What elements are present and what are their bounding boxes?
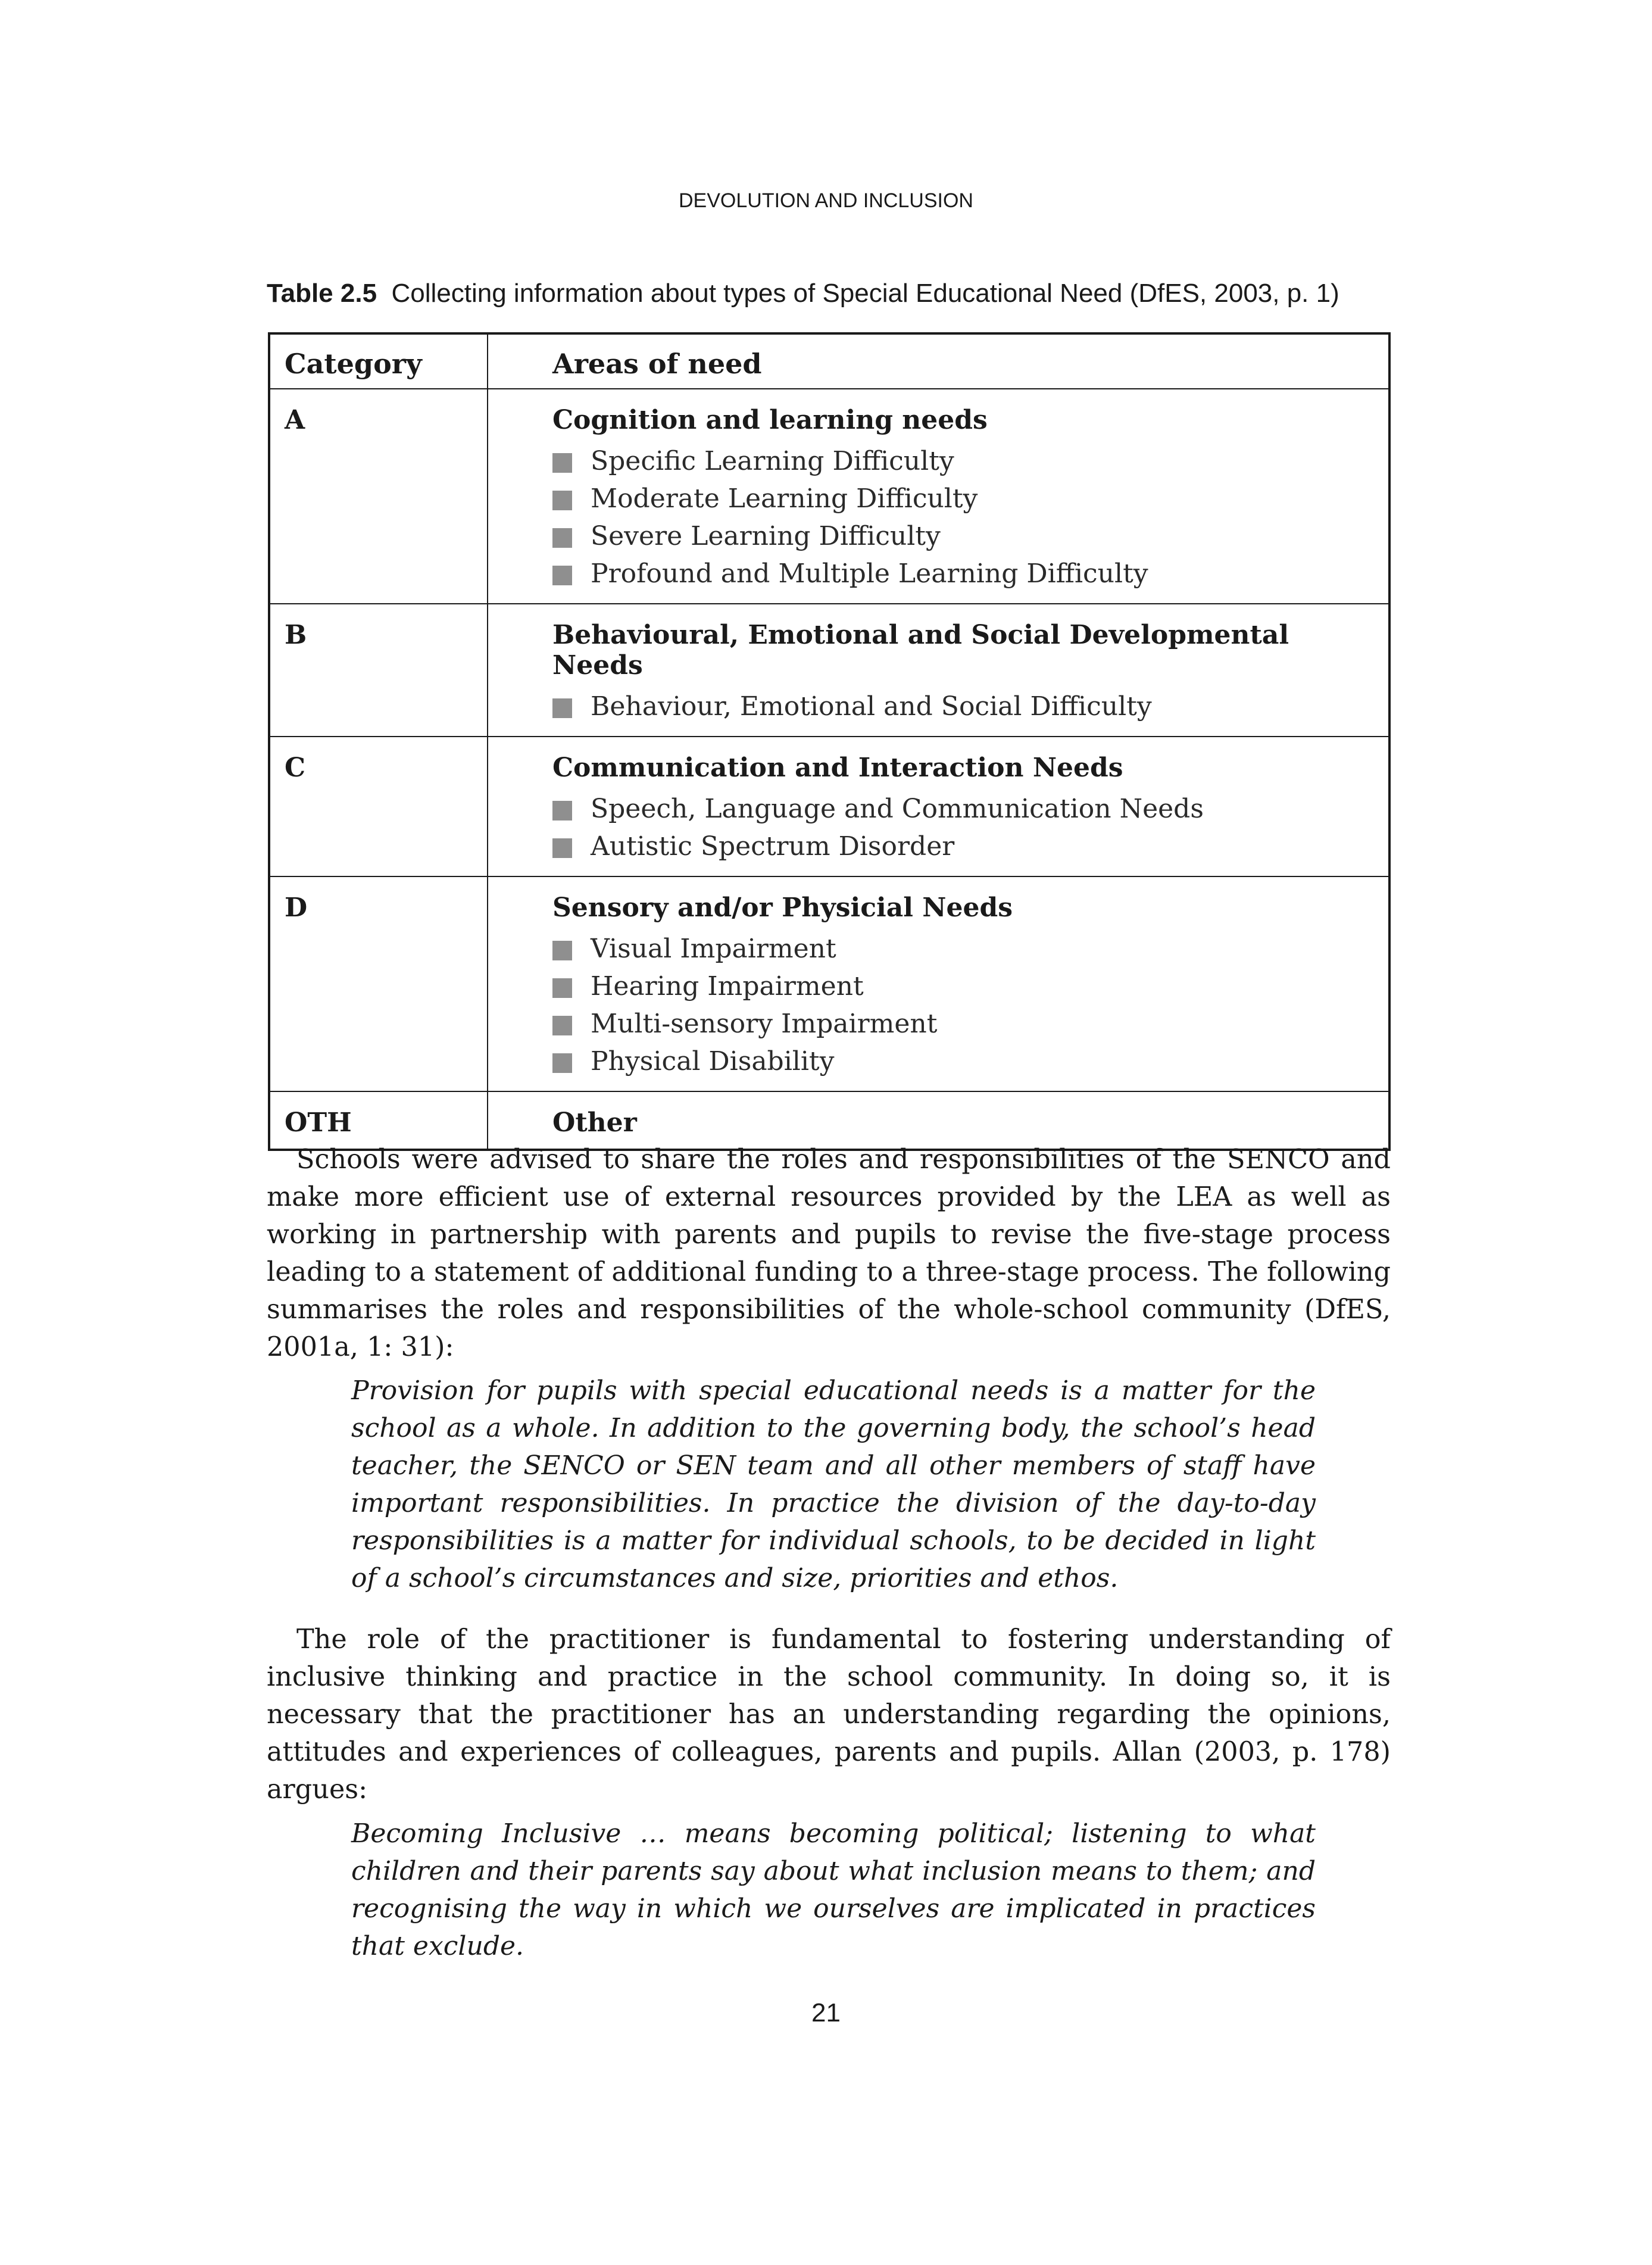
table-caption-label: Table 2.5 <box>267 279 377 308</box>
paragraph-roles: Schools were advised to share the roles and responsibilities of the SENCO and make more efficient use of external resources provided by the LEA as well as working in partnership with parents and pupils to revise the five-stage process leading to a statement of additional funding to a three-stage process. The following summarises the roles and responsibilities of the whole-school community (DfES, 2001a, 1: 31): <box>267 1144 1391 1362</box>
area-of-need-cell <box>488 737 1389 876</box>
list-item <box>552 480 1374 517</box>
table-row <box>269 389 1389 604</box>
list-item-text: Severe Learning Difficulty <box>591 521 941 551</box>
list-item <box>552 828 1374 865</box>
list-item-text: Specific Learning Difficulty <box>591 446 954 476</box>
list-item <box>552 968 1374 1005</box>
square-bullet-icon <box>552 838 572 858</box>
list-item <box>552 688 1374 725</box>
list-item-text: Profound and Multiple Learning Difficulty <box>591 559 1148 589</box>
area-items-list <box>552 930 1374 1080</box>
category-code: C <box>269 737 488 876</box>
header-areas: Areas of need <box>488 333 1389 389</box>
list-item-text: Autistic Spectrum Disorder <box>591 831 955 862</box>
table-row <box>269 604 1389 737</box>
quote-provision: Provision for pupils with special educational needs is a matter for the school as a whole. In addition to the governing body, the school’s head teacher, the SENCO or SEN team and all other members of staff have important responsibilities. In practice the division of the day-to-day responsibilities is a matter for individual schools, to be decided in light of a school’s circumstances and size, priorities and ethos. <box>351 1375 1316 1593</box>
table-row <box>269 737 1389 876</box>
list-item-text: Physical Disability <box>591 1046 835 1077</box>
square-bullet-icon <box>552 453 572 473</box>
square-bullet-icon <box>552 801 572 820</box>
list-item <box>552 1005 1374 1043</box>
quote-allan: Becoming Inclusive … means becoming political; listening to what children and their parents say about what inclusion means to them; and recognising the way in which we ourselves are implicated in practices that exclude. <box>351 1818 1316 1961</box>
area-of-need-cell <box>488 876 1389 1091</box>
category-code: OTH <box>269 1091 488 1150</box>
area-title: Sensory and/or Physicial Needs <box>552 893 1013 923</box>
list-item <box>552 555 1374 592</box>
area-of-need-cell <box>488 389 1389 604</box>
category-code: D <box>269 876 488 1091</box>
square-bullet-icon <box>552 491 572 510</box>
sen-types-table <box>268 332 1391 1151</box>
area-title: Communication and Interaction Needs <box>552 753 1123 783</box>
running-head: DEVOLUTION AND INCLUSION <box>679 189 973 212</box>
area-items-list <box>552 442 1374 592</box>
list-item-text: Behaviour, Emotional and Social Difficulty <box>591 691 1152 722</box>
table-caption <box>267 279 1398 308</box>
area-title: Cognition and learning needs <box>552 405 988 435</box>
square-bullet-icon <box>552 528 572 548</box>
list-item <box>552 790 1374 828</box>
category-code: B <box>269 604 488 737</box>
list-item-text: Speech, Language and Communication Needs <box>591 794 1204 824</box>
category-code: A <box>269 389 488 604</box>
list-item <box>552 442 1374 480</box>
list-item <box>552 930 1374 968</box>
square-bullet-icon <box>552 978 572 998</box>
area-of-need-cell <box>488 604 1389 737</box>
header-category: Category <box>269 333 488 389</box>
square-bullet-icon <box>552 1016 572 1035</box>
table-caption-text: Collecting information about types of Special Educational Need (DfES, 2003, p. 1) <box>391 279 1339 308</box>
table-header-row <box>269 333 1389 389</box>
list-item <box>552 517 1374 555</box>
list-item <box>552 1043 1374 1080</box>
area-title: Other <box>552 1107 637 1138</box>
area-items-list <box>552 688 1374 725</box>
list-item-text: Visual Impairment <box>591 934 836 964</box>
table-body <box>269 389 1389 1150</box>
area-title: Behavioural, Emotional and Social Developmental Needs <box>552 620 1289 681</box>
list-item-text: Hearing Impairment <box>591 971 864 1002</box>
square-bullet-icon <box>552 698 572 718</box>
list-item-text: Moderate Learning Difficulty <box>591 483 978 514</box>
square-bullet-icon <box>552 566 572 585</box>
table-row <box>269 876 1389 1091</box>
area-items-list <box>552 790 1374 865</box>
square-bullet-icon <box>552 1053 572 1073</box>
square-bullet-icon <box>552 941 572 960</box>
list-item-text: Multi-sensory Impairment <box>591 1009 938 1039</box>
paragraph-practitioner: The role of the practitioner is fundamental to fostering understanding of inclusive thinking and practice in the school community. In doing so, it is necessary that the practitioner has an understanding regarding the opinions, attitudes and experiences of colleagues, parents and pupils. Allan (2003, p. 178) argues: <box>267 1624 1391 1805</box>
page-number: 21 <box>811 1998 841 2027</box>
